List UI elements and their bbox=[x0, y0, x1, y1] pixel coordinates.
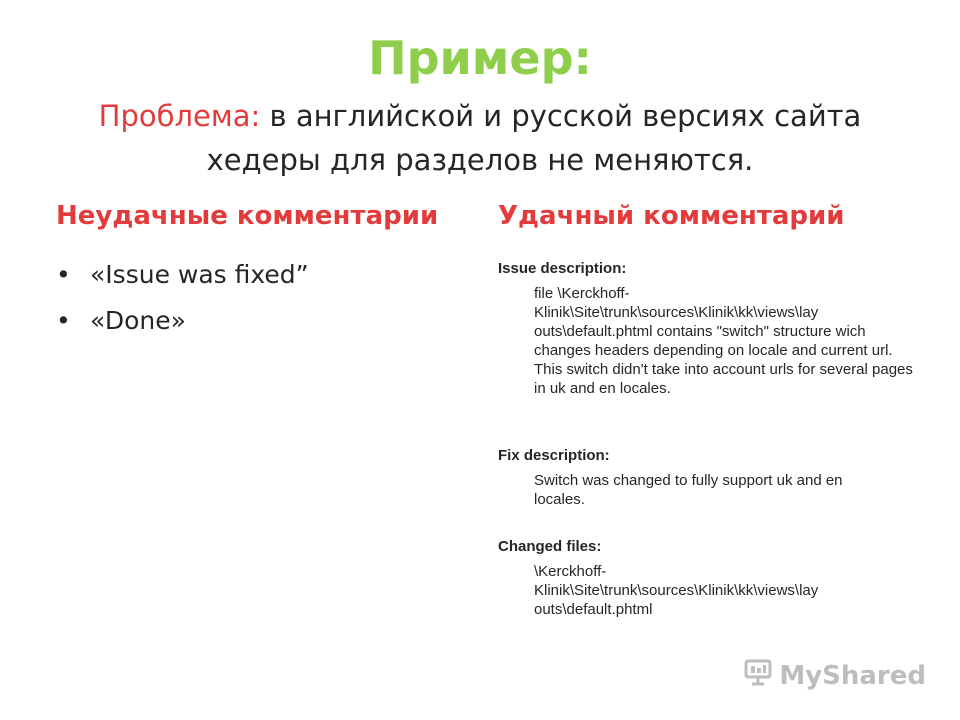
bad-comments-list bbox=[56, 252, 456, 344]
slide-title: Пример: bbox=[368, 31, 592, 85]
problem-text: в английской и русской версиях сайта хедеры для разделов не меняются. bbox=[206, 99, 862, 177]
changed-files-text bbox=[534, 562, 914, 619]
list-item bbox=[56, 298, 456, 344]
bullet-text: «Issue was fixed” bbox=[90, 260, 309, 289]
fix-description-block bbox=[498, 446, 918, 509]
issue-description-text bbox=[534, 284, 914, 398]
fix-description-label: Fix description: bbox=[498, 447, 610, 464]
fix-description-text: Switch was changed to fully support uk and en locales. bbox=[534, 472, 843, 508]
bullet-icon: • bbox=[56, 260, 71, 289]
bad-comments-heading: Неудачные комментарии bbox=[56, 201, 439, 231]
list-item bbox=[56, 252, 456, 298]
files-text-line: Klinik\Site\trunk\sources\Klinik\kk\views\lay bbox=[534, 582, 819, 599]
issue-description-block bbox=[498, 259, 918, 398]
bullet-icon: • bbox=[56, 306, 71, 335]
files-text-line: \Kerckhoff- bbox=[534, 563, 607, 580]
issue-text-line: Klinik\Site\trunk\sources\Klinik\kk\views\lay bbox=[534, 304, 819, 321]
presentation-board-icon bbox=[743, 657, 773, 694]
problem-label: Проблема: bbox=[98, 99, 261, 133]
changed-files-block bbox=[498, 537, 918, 619]
changed-files-label: Changed files: bbox=[498, 538, 602, 555]
issue-text-line: file \Kerckhoff- bbox=[534, 285, 630, 302]
watermark-text: MyShared bbox=[779, 660, 926, 691]
watermark bbox=[743, 657, 926, 694]
issue-description-label: Issue description: bbox=[498, 260, 627, 277]
issue-text-rest: outs\default.phtml contains "switch" structure wich changes headers depending on locale and current url. This switch didn't take into account urls for several pages in uk and en locales. bbox=[534, 323, 913, 397]
files-text-line: outs\default.phtml bbox=[534, 601, 653, 618]
slide-subtitle bbox=[60, 94, 900, 182]
good-comment-heading: Удачный комментарий bbox=[498, 201, 845, 231]
bullet-text: «Done» bbox=[90, 306, 186, 335]
